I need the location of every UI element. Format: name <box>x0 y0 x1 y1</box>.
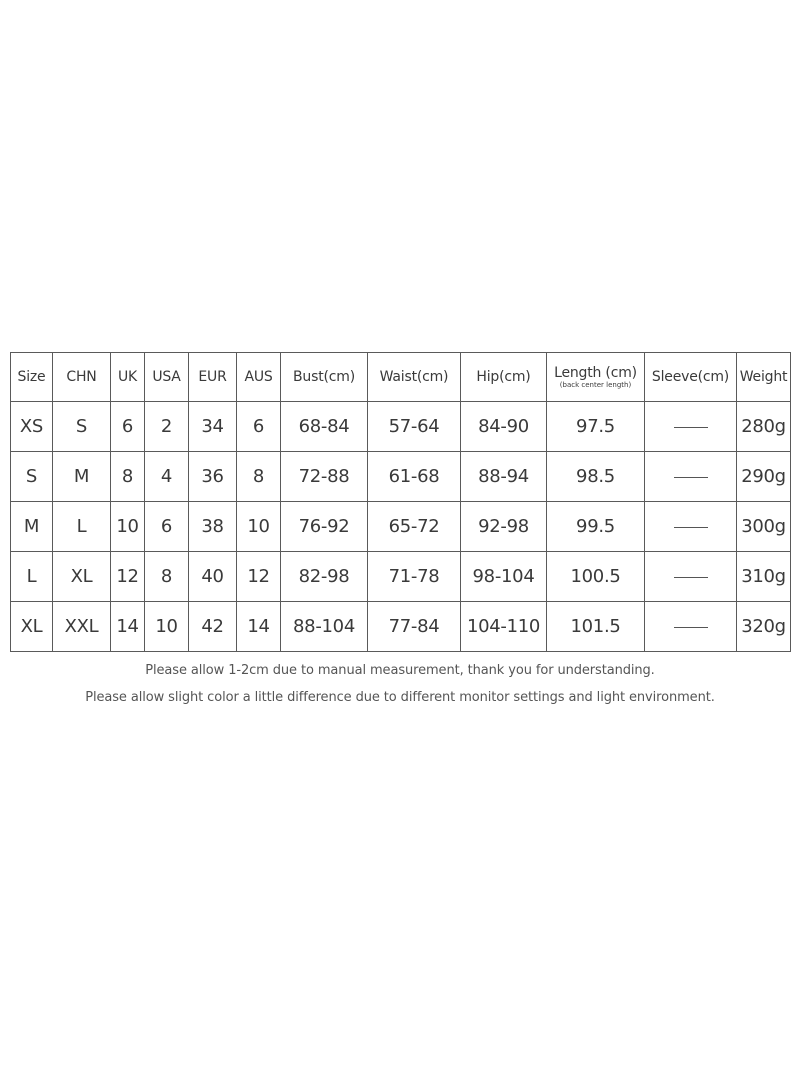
cell-size: XS <box>11 402 53 452</box>
header-hip: Hip(cm) <box>461 353 547 402</box>
cell-weight: 320g <box>737 602 791 652</box>
cell-aus: 12 <box>237 552 281 602</box>
dash-line <box>674 427 708 428</box>
table-header-row <box>11 353 791 402</box>
table-row <box>11 502 791 552</box>
dash-line <box>674 627 708 628</box>
cell-weight: 310g <box>737 552 791 602</box>
cell-sleeve <box>645 402 737 452</box>
cell-bust: 82-98 <box>281 552 368 602</box>
cell-aus: 14 <box>237 602 281 652</box>
cell-aus: 10 <box>237 502 281 552</box>
size-chart-table <box>10 352 791 652</box>
cell-sleeve <box>645 502 737 552</box>
cell-size: XL <box>11 602 53 652</box>
header-waist: Waist(cm) <box>368 353 461 402</box>
cell-bust: 68-84 <box>281 402 368 452</box>
cell-eur: 42 <box>189 602 237 652</box>
cell-eur: 34 <box>189 402 237 452</box>
cell-length: 99.5 <box>547 502 645 552</box>
table-row <box>11 402 791 452</box>
dash-line <box>674 477 708 478</box>
header-eur: EUR <box>189 353 237 402</box>
header-usa: USA <box>145 353 189 402</box>
cell-bust: 72-88 <box>281 452 368 502</box>
cell-sleeve <box>645 452 737 502</box>
cell-size: S <box>11 452 53 502</box>
header-weight: Weight <box>737 353 791 402</box>
dash-line <box>674 577 708 578</box>
header-chn: CHN <box>53 353 111 402</box>
cell-usa: 6 <box>145 502 189 552</box>
cell-weight: 300g <box>737 502 791 552</box>
cell-usa: 10 <box>145 602 189 652</box>
cell-bust: 88-104 <box>281 602 368 652</box>
table-row <box>11 552 791 602</box>
cell-chn: XXL <box>53 602 111 652</box>
cell-usa: 4 <box>145 452 189 502</box>
header-aus: AUS <box>237 353 281 402</box>
cell-bust: 76-92 <box>281 502 368 552</box>
cell-uk: 14 <box>111 602 145 652</box>
dash-line <box>674 527 708 528</box>
cell-eur: 40 <box>189 552 237 602</box>
header-uk: UK <box>111 353 145 402</box>
cell-chn: M <box>53 452 111 502</box>
cell-waist: 57-64 <box>368 402 461 452</box>
cell-size: M <box>11 502 53 552</box>
header-length <box>547 353 645 402</box>
cell-hip: 92-98 <box>461 502 547 552</box>
header-bust: Bust(cm) <box>281 353 368 402</box>
cell-length: 101.5 <box>547 602 645 652</box>
cell-length: 98.5 <box>547 452 645 502</box>
cell-waist: 77-84 <box>368 602 461 652</box>
header-length-label: Length (cm) <box>554 365 637 381</box>
cell-hip: 104-110 <box>461 602 547 652</box>
cell-usa: 2 <box>145 402 189 452</box>
cell-uk: 8 <box>111 452 145 502</box>
cell-hip: 84-90 <box>461 402 547 452</box>
measurement-note: Please allow 1-2cm due to manual measurement, thank you for understanding. <box>145 663 655 678</box>
color-note: Please allow slight color a little difference due to different monitor settings and light environment. <box>85 690 715 705</box>
cell-chn: S <box>53 402 111 452</box>
cell-waist: 71-78 <box>368 552 461 602</box>
cell-aus: 8 <box>237 452 281 502</box>
cell-waist: 61-68 <box>368 452 461 502</box>
cell-aus: 6 <box>237 402 281 452</box>
header-sleeve: Sleeve(cm) <box>645 353 737 402</box>
cell-length: 100.5 <box>547 552 645 602</box>
cell-usa: 8 <box>145 552 189 602</box>
cell-eur: 38 <box>189 502 237 552</box>
cell-hip: 88-94 <box>461 452 547 502</box>
table-row <box>11 602 791 652</box>
cell-hip: 98-104 <box>461 552 547 602</box>
cell-waist: 65-72 <box>368 502 461 552</box>
cell-uk: 12 <box>111 552 145 602</box>
cell-chn: L <box>53 502 111 552</box>
cell-size: L <box>11 552 53 602</box>
header-size: Size <box>11 353 53 402</box>
cell-sleeve <box>645 552 737 602</box>
cell-chn: XL <box>53 552 111 602</box>
table-row <box>11 452 791 502</box>
cell-weight: 280g <box>737 402 791 452</box>
cell-weight: 290g <box>737 452 791 502</box>
cell-uk: 6 <box>111 402 145 452</box>
header-length-sublabel: (back center length) <box>559 381 632 389</box>
cell-sleeve <box>645 602 737 652</box>
cell-eur: 36 <box>189 452 237 502</box>
cell-uk: 10 <box>111 502 145 552</box>
cell-length: 97.5 <box>547 402 645 452</box>
